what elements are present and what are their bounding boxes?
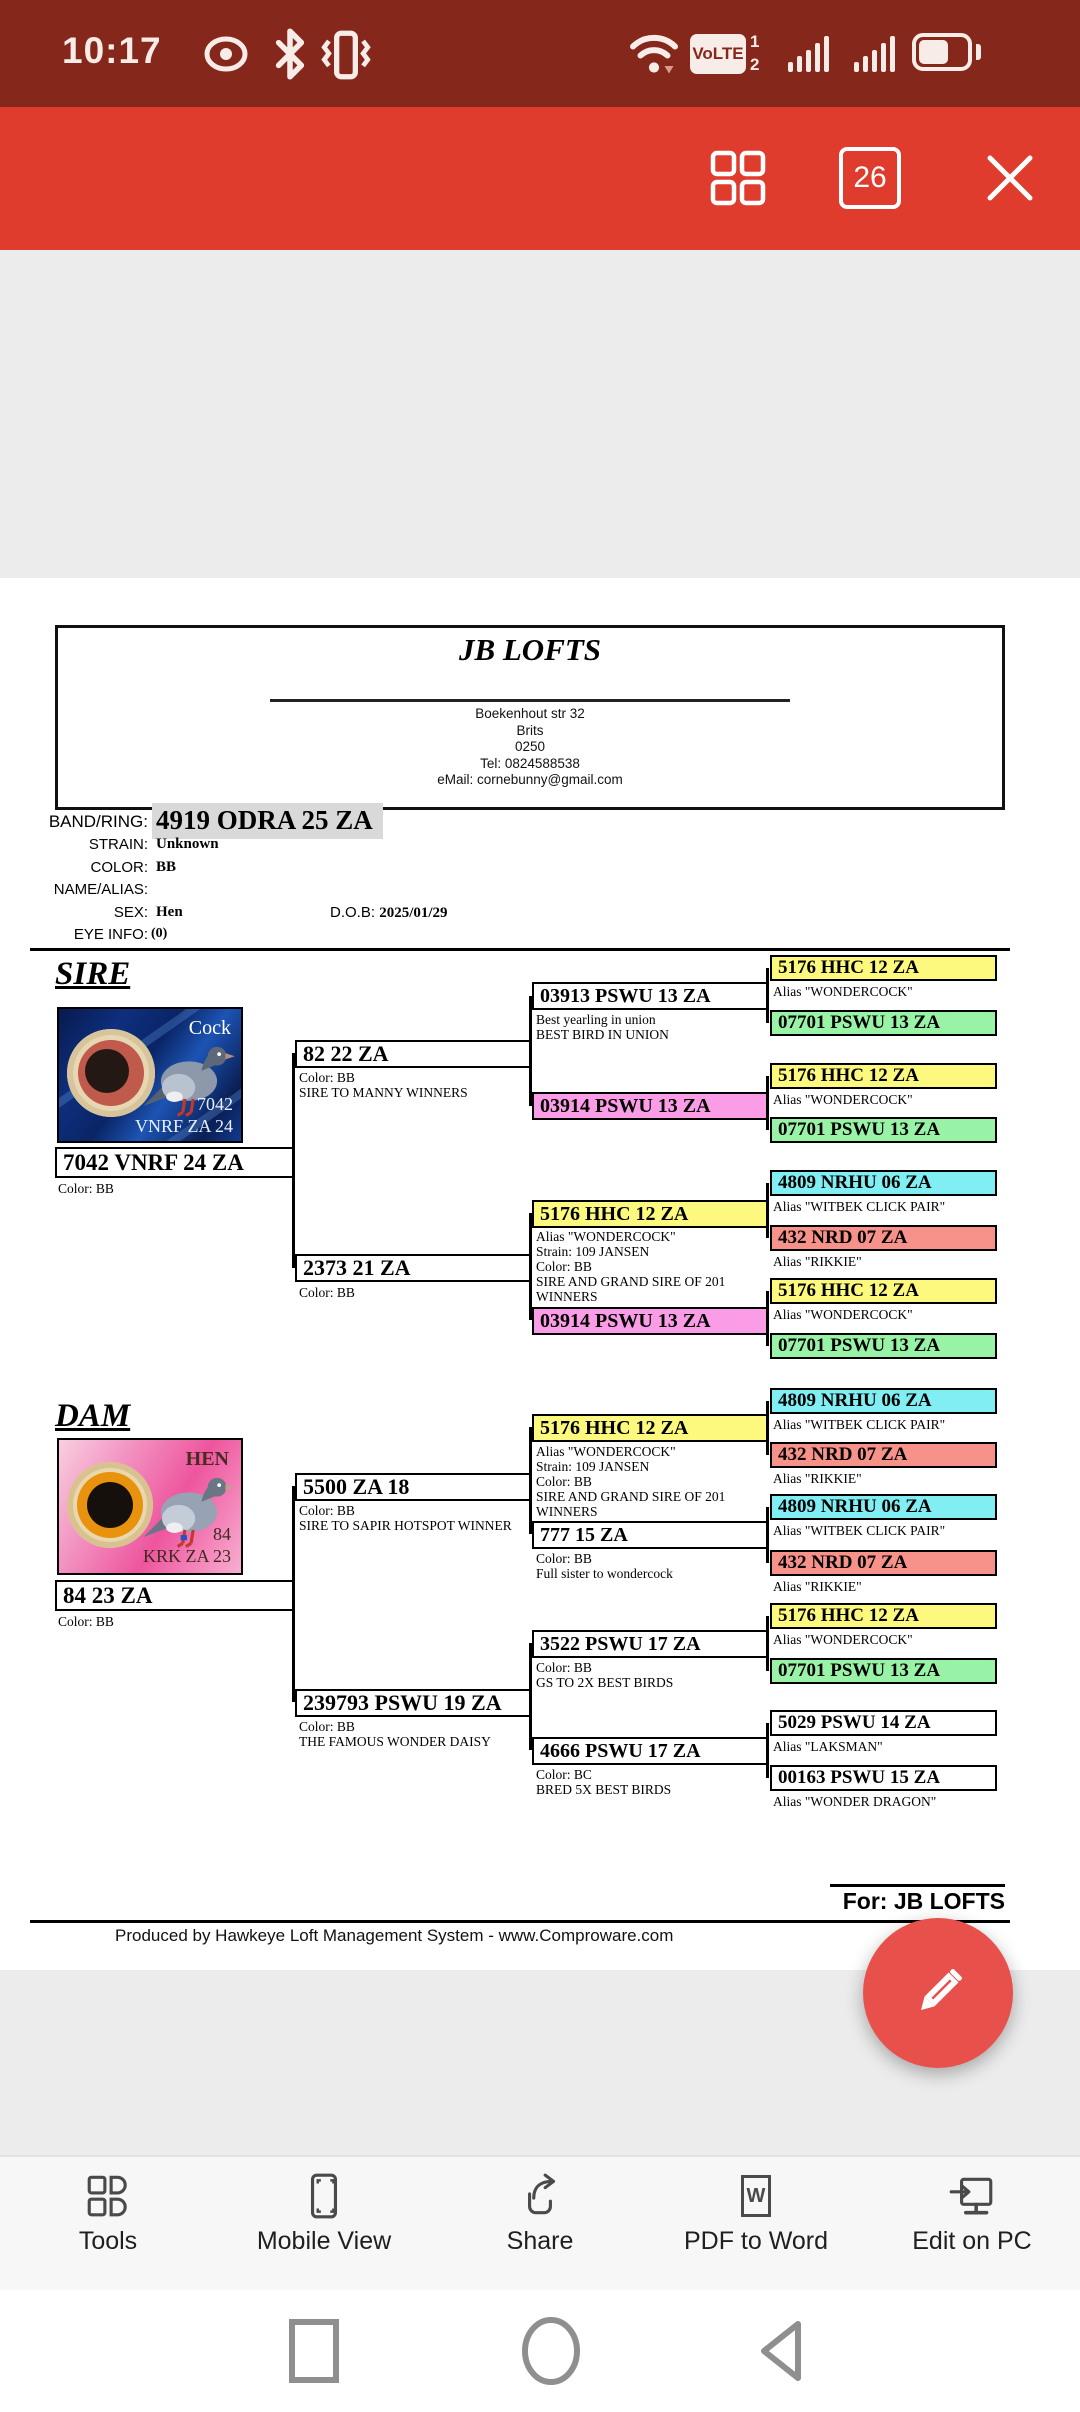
name-alias-label: NAME/ALIAS: [53,881,148,898]
wifi-icon [628,30,680,78]
pedigree-box: 82 22 ZA [295,1040,532,1068]
pedigree-note: Alias "WONDERCOCK" [536,1229,676,1244]
pedigree-note: Color: BB [536,1259,592,1274]
pedigree-box: 5500 ZA 18 [295,1473,532,1501]
connector-line [292,1053,295,1268]
battery-tip [976,44,981,60]
pedigree-note: SIRE TO MANNY WINNERS [299,1085,468,1100]
mobile-view-button[interactable]: Mobile View [216,2157,432,2290]
eye-icon [200,28,252,80]
pedigree-box: 5176 HHC 12 ZA [770,955,997,981]
page-count-icon[interactable] [835,143,905,213]
pdf-app-toolbar [0,107,1080,250]
pedigree-note: SIRE TO SAPIR HOTSPOT WINNER [299,1518,512,1533]
pedigree-alias: Alias "RIKKIE" [773,1254,862,1269]
strain-label: STRAIN: [88,836,148,853]
sire-photo [57,1007,243,1143]
connector-line [766,1401,769,1455]
pedigree-note: Color: BB [58,1614,114,1629]
band-ring-label: BAND/RING: [48,812,148,831]
dual-sim-indicator: 1 2 [750,32,760,74]
share-button[interactable]: Share [432,2157,648,2290]
connector-line [529,1427,532,1534]
pedigree-box: 4666 PSWU 17 ZA [532,1737,768,1765]
back-triangle-icon[interactable] [752,2316,814,2386]
pedigree-note: Alias "WONDERCOCK" [536,1444,676,1459]
produced-by-text: Produced by Hawkeye Loft Management System - www.Comproware.com [115,1926,674,1945]
share-icon [515,2171,565,2221]
pedigree-note: THE FAMOUS WONDER DAISY [299,1734,491,1749]
sire-sex-tag: Cock [188,1017,231,1039]
pedigree-box: 5176 HHC 12 ZA [770,1063,997,1089]
status-bar [0,0,1080,107]
pedigree-alias: Alias "WITBEK CLICK PAIR" [773,1523,946,1538]
connector-line [766,1507,769,1563]
sire-section-heading: SIRE [55,956,131,992]
pedigree-note: SIRE AND GRAND SIRE OF 201 [536,1489,726,1504]
dam-photo [57,1438,243,1575]
pedigree-note: Full sister to wondercock [536,1566,673,1581]
pedigree-box: 239793 PSWU 19 ZA [295,1689,532,1717]
pedigree-box: 07701 PSWU 13 ZA [770,1658,997,1684]
pdf-page[interactable] [0,578,1080,1970]
pedigree-alias: Alias "LAKSMAN" [773,1739,883,1754]
pedigree-note: WINNERS [536,1289,598,1304]
android-nav-bar [0,2290,1080,2412]
mobile-view-icon [299,2171,349,2221]
pedigree-alias: Alias "RIKKIE" [773,1471,862,1486]
divider [830,1884,1005,1887]
pedigree-box: 2373 21 ZA [295,1254,532,1282]
color-value: BB [156,859,177,875]
pedigree-alias: Alias "WONDERCOCK" [773,984,913,999]
edit-on-pc-button[interactable]: Edit on PC [864,2157,1080,2290]
recents-square-icon[interactable] [286,2316,346,2386]
connector-line [529,1213,532,1320]
pdf-to-word-button[interactable]: W PDF to Word [648,2157,864,2290]
dob-label: D.O.B: [330,904,376,921]
dam-sex-tag: HEN [185,1448,229,1470]
pedigree-note: Best yearling in union [536,1012,656,1027]
pedigree-box-sire: 7042 VNRF 24 ZA [55,1147,295,1178]
tools-icon [83,2171,133,2221]
sex-label: SEX: [113,904,148,921]
strain-value: Unknown [156,836,219,852]
signal-icon [786,32,834,76]
pedigree-note: BEST BIRD IN UNION [536,1027,669,1042]
loft-address: Boekenhout str 32 Brits 0250 Tel: 0824588538 eMail: cornebunny@gmail.com [437,706,623,787]
band-ring-value: 4919 ODRA 25 ZA [152,803,383,839]
connector-line [766,1291,769,1346]
page-count: 26 [853,161,887,194]
connector-line [766,968,769,1023]
pedigree-note: Color: BB [536,1474,592,1489]
pedigree-box: 00163 PSWU 15 ZA [770,1765,997,1791]
pedigree-box: 5176 HHC 12 ZA [770,1603,997,1629]
battery-icon [912,33,972,71]
color-label: COLOR: [90,859,148,876]
clock: 10:17 [62,30,162,71]
pedigree-note: BRED 5X BEST BIRDS [536,1782,672,1797]
for-loft-text: For: JB LOFTS [842,1888,1005,1914]
pedigree-note: Color: BB [536,1551,592,1566]
connector-line [766,1616,769,1671]
pedigree-box: 5176 HHC 12 ZA [532,1414,768,1442]
pedigree-note: Color: BB [299,1719,355,1734]
pedigree-box: 432 NRD 07 ZA [770,1442,997,1468]
sex-value: Hen [156,904,183,920]
divider [30,1920,1010,1923]
connector-line [766,1723,769,1778]
word-doc-icon: W [731,2171,781,2221]
volte-icon: VoLTE [690,34,746,74]
pedigree-note: Color: BB [299,1070,355,1085]
pedigree-note: Color: BB [299,1503,355,1518]
divider [270,699,790,702]
pedigree-alias: Alias "WITBEK CLICK PAIR" [773,1199,946,1214]
connector-line [529,1643,532,1750]
pedigree-box: 07701 PSWU 13 ZA [770,1010,997,1036]
pedigree-note: Strain: 109 JANSEN [536,1459,650,1474]
pedigree-box: 03913 PSWU 13 ZA [532,982,768,1010]
connector-line [529,996,532,1106]
edit-on-pc-icon [947,2171,997,2221]
edit-fab-button[interactable] [863,1918,1013,2068]
tools-button[interactable]: Tools [0,2157,216,2290]
pedigree-box: 03914 PSWU 13 ZA [532,1307,768,1335]
pedigree-box: 07701 PSWU 13 ZA [770,1117,997,1143]
vibrate-icon [318,28,374,82]
eye-info-value: (0) [151,926,168,941]
signal-icon [852,32,900,76]
pedigree-note: WINNERS [536,1504,598,1519]
sire-photo-caption: 7042 VNRF ZA 24 [134,1094,233,1136]
dob-row [330,904,448,922]
pedigree-note: Color: BB [299,1285,355,1300]
pedigree-box: 777 15 ZA [532,1521,768,1549]
pedigree-box: 4809 NRHU 06 ZA [770,1388,997,1414]
bluetooth-icon [268,28,312,80]
pedigree-box: 07701 PSWU 13 ZA [770,1333,997,1359]
home-circle-icon[interactable] [518,2316,584,2386]
loft-title: JB LOFTS [458,632,602,667]
pedigree-box: 03914 PSWU 13 ZA [532,1092,768,1120]
pedigree-box: 5176 HHC 12 ZA [770,1278,997,1304]
pedigree-box-dam: 84 23 ZA [55,1580,295,1611]
pedigree-box: 3522 PSWU 17 ZA [532,1630,768,1658]
dam-photo-caption: 84 KRK ZA 23 [142,1524,231,1566]
pedigree-alias: Alias "WONDERCOCK" [773,1632,913,1647]
pedigree-box: 5029 PSWU 14 ZA [770,1710,997,1736]
pedigree-box: 5176 HHC 12 ZA [532,1200,768,1228]
dam-section-heading: DAM [55,1398,131,1434]
pedigree-box: 432 NRD 07 ZA [770,1225,997,1251]
connector-line [766,1183,769,1238]
pedigree-note: GS TO 2X BEST BIRDS [536,1675,674,1690]
connector-line [766,1076,769,1130]
dob-value: 2025/01/29 [379,905,448,921]
pedigree-box: 4809 NRHU 06 ZA [770,1494,997,1520]
close-icon[interactable] [975,143,1045,213]
bottom-toolbar [0,2155,1080,2290]
pencil-icon [906,1961,970,2025]
eye-info-label: EYE INFO: [73,926,148,943]
divider [30,948,1010,951]
pedigree-box: 432 NRD 07 ZA [770,1550,997,1576]
pedigree-box: 4809 NRHU 06 ZA [770,1170,997,1196]
pedigree-alias: Alias "WITBEK CLICK PAIR" [773,1417,946,1432]
pedigree-alias: Alias "WONDERCOCK" [773,1307,913,1322]
pedigree-note: Color: BC [536,1767,592,1782]
pedigree-note: Color: BB [58,1181,114,1196]
connector-line [292,1486,295,1702]
pedigree-note: Color: BB [536,1660,592,1675]
pedigree-alias: Alias "RIKKIE" [773,1579,862,1594]
pedigree-alias: Alias "WONDERCOCK" [773,1092,913,1107]
pedigree-note: Strain: 109 JANSEN [536,1244,650,1259]
pedigree-note: SIRE AND GRAND SIRE OF 201 [536,1274,726,1289]
grid-view-icon[interactable] [703,143,773,213]
pedigree-alias: Alias "WONDER DRAGON" [773,1794,937,1809]
